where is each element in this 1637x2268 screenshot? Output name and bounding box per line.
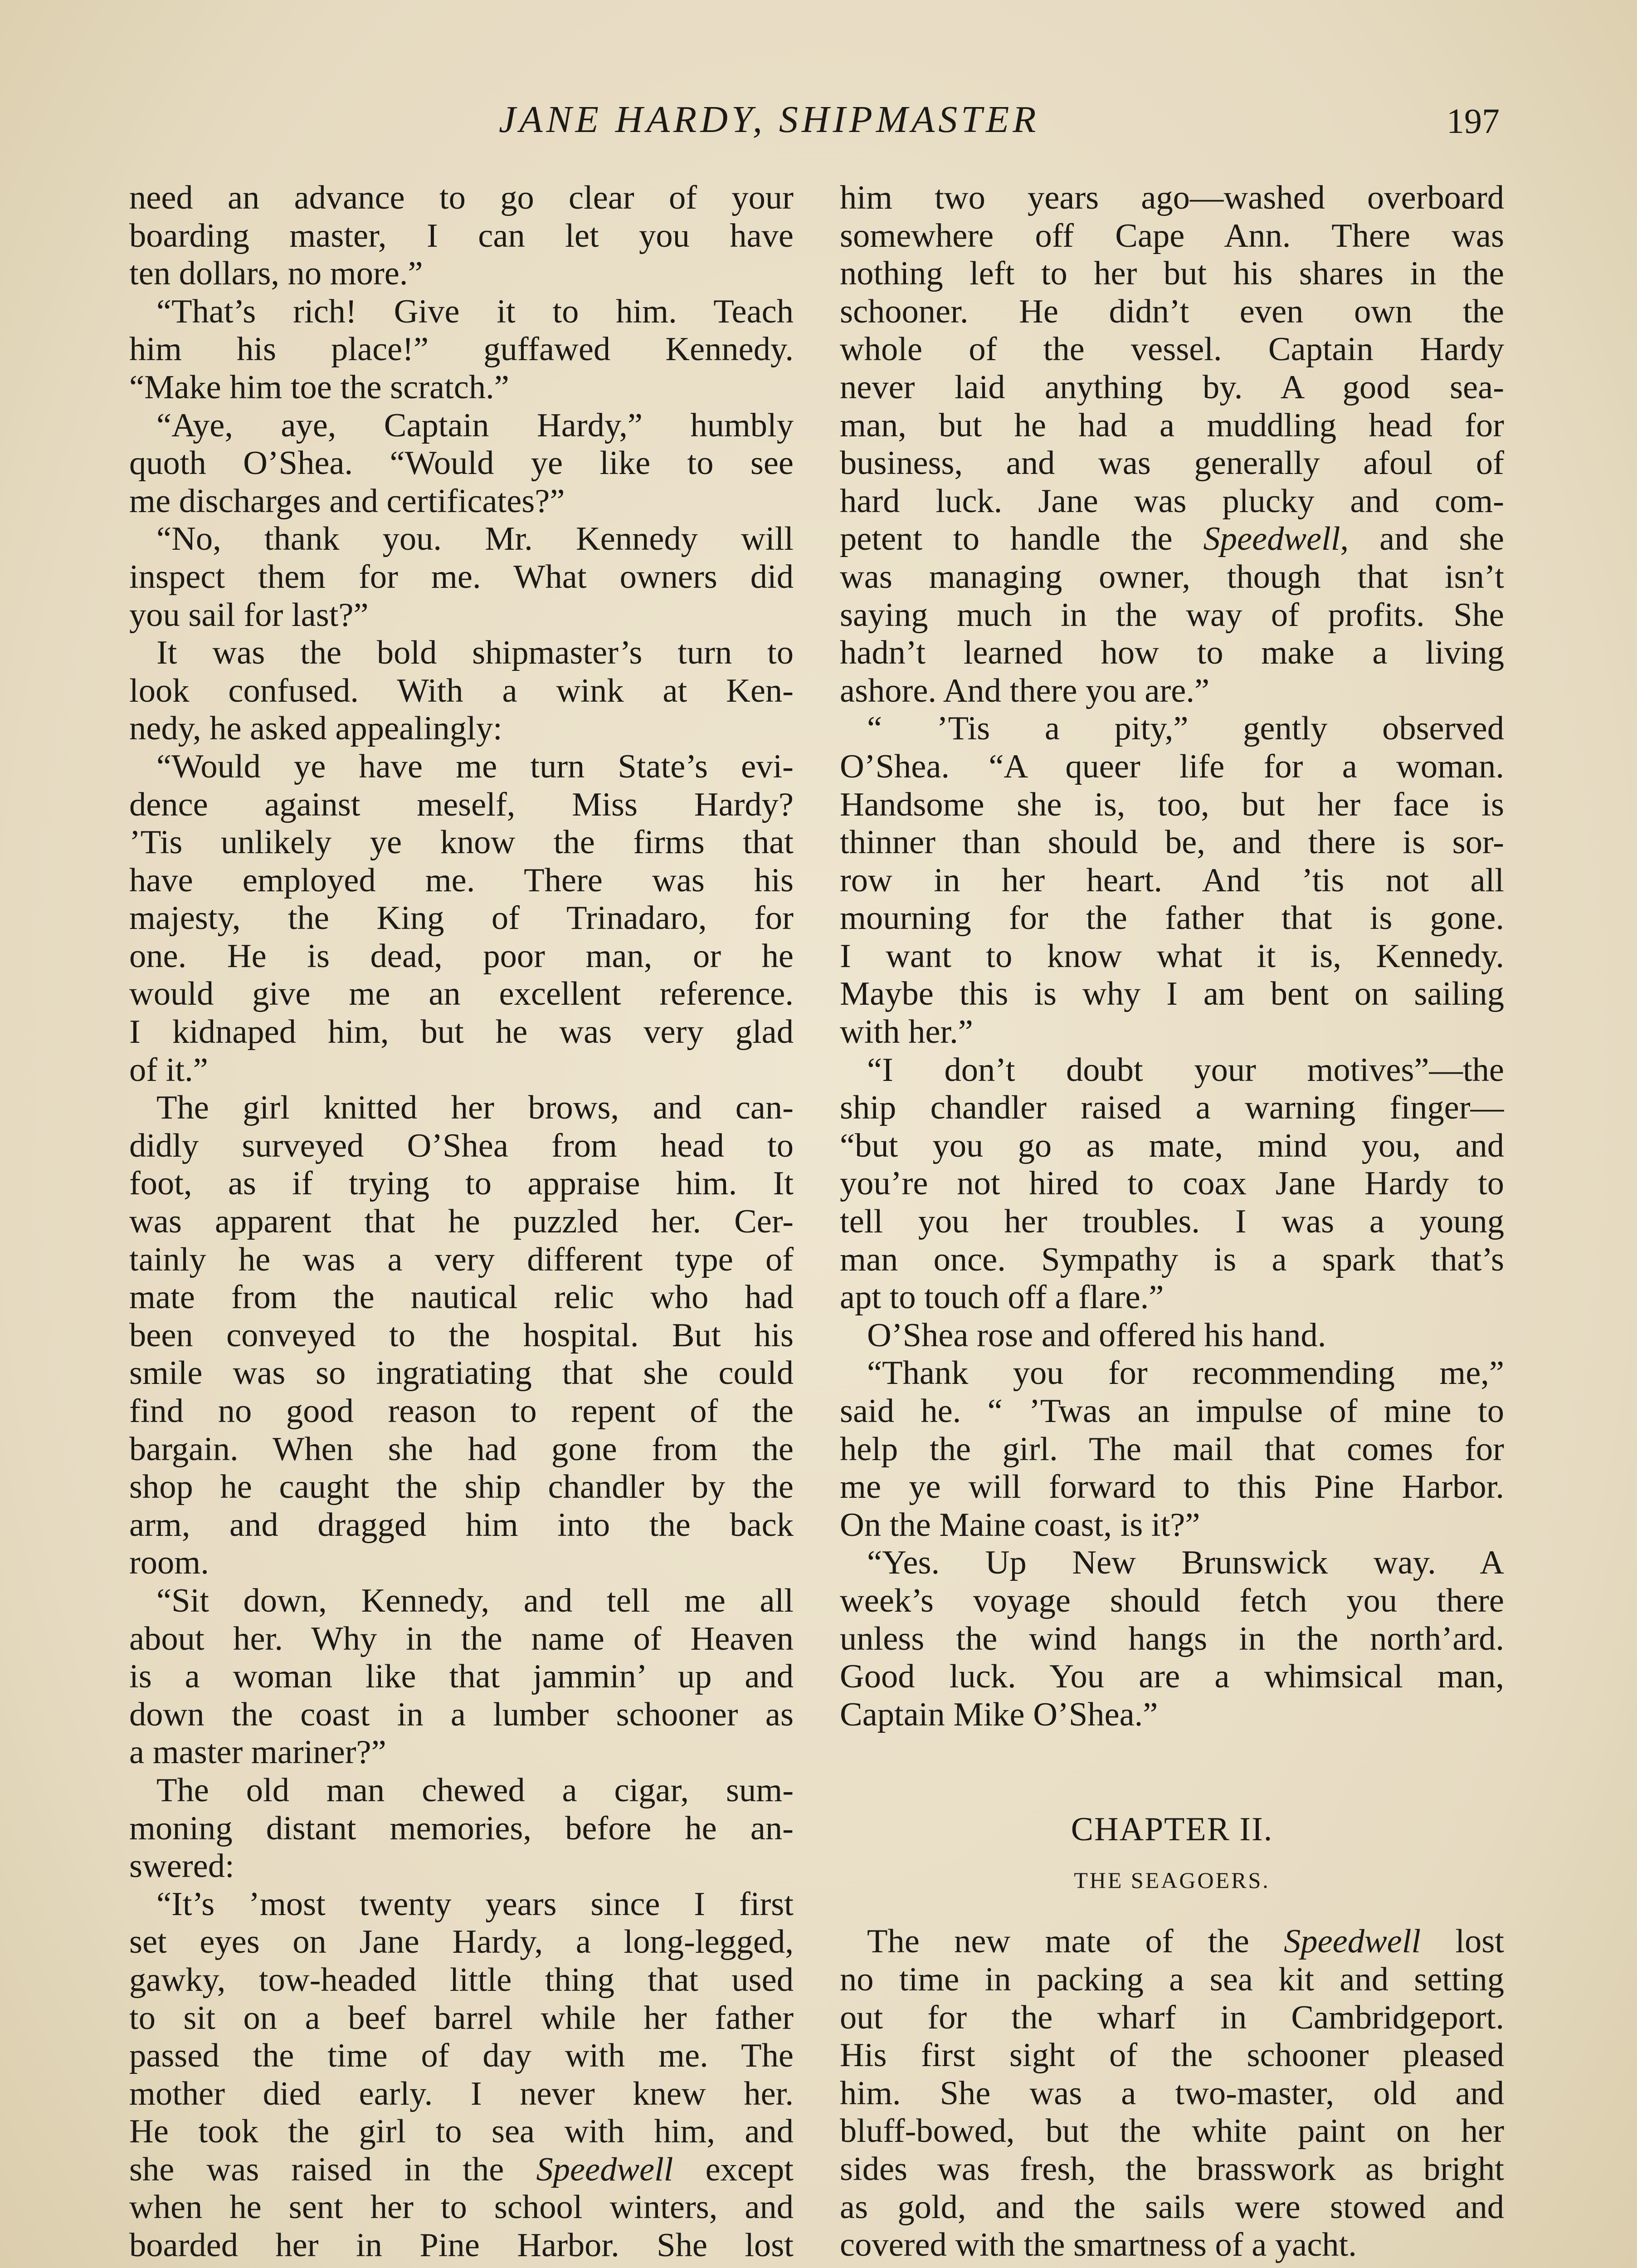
text-line: covered with the smartness of a yacht.: [840, 2226, 1357, 2264]
text-line: ship chandler raised a warning finger—: [840, 1089, 1504, 1127]
right-column-text-top: [840, 179, 1504, 1734]
text-line: “Sit down, Kennedy, and tell me all: [156, 1582, 794, 1619]
text-line: business, and was generally afoul of: [840, 445, 1504, 482]
text-line: petent to handle the Speedwell, and she: [840, 520, 1504, 558]
text-line: him. She was a two-master, old and: [840, 2074, 1504, 2112]
text-line: foot, as if trying to appraise him. It: [129, 1165, 794, 1202]
text-line: somewhere off Cape Ann. There was: [840, 217, 1504, 254]
text-line: him his place!” guffawed Kennedy.: [129, 331, 794, 368]
text-line: row in her heart. And ’tis not all: [840, 861, 1504, 899]
text-line: him two years ago—washed overboard: [840, 179, 1504, 216]
chapter-title: CHAPTER II.: [1071, 1811, 1273, 1848]
text-line: was apparent that he puzzled her. Cer-: [129, 1203, 794, 1241]
text-line: as gold, and the sails were stowed and: [840, 2188, 1504, 2226]
text-line: shop he caught the ship chandler by the: [129, 1468, 794, 1506]
text-line: mate from the nautical relic who had: [129, 1279, 794, 1316]
text-line: a master mariner?”: [129, 1734, 386, 1771]
text-line: He took the girl to sea with him, and: [129, 2113, 794, 2151]
text-line: “Make him toe the scratch.”: [129, 368, 509, 406]
text-line: “I don’t doubt your motives”—the: [867, 1051, 1504, 1089]
text-line: saying much in the way of profits. She: [840, 596, 1504, 634]
text-line: swered:: [129, 1848, 234, 1885]
right-column-text-bottom: [840, 1923, 1504, 2264]
text-line: “but you go as mate, mind you, and: [840, 1127, 1504, 1164]
text-line: find no good reason to repent of the: [129, 1393, 794, 1430]
text-line: whole of the vessel. Captain Hardy: [840, 331, 1504, 368]
text-line: passed the time of day with me. The: [129, 2037, 794, 2075]
text-line: she was raised in the Speedwell except: [129, 2151, 794, 2188]
text-line: It was the bold shipmaster’s turn to: [156, 634, 794, 672]
text-line: bluff-bowed, but the white paint on her: [840, 2112, 1504, 2150]
left-text-column: [129, 179, 794, 2265]
text-line: with her.”: [840, 1013, 973, 1051]
text-line: moning distant memories, before he an-: [129, 1809, 794, 1847]
text-line: is a woman like that jammin’ up and: [129, 1658, 794, 1696]
text-line: thinner than should be, and there is sor-: [840, 824, 1504, 861]
text-line: you sail for last?”: [129, 596, 369, 634]
text-line: boarded her in Pine Harbor. She lost: [129, 2227, 794, 2264]
text-line: out for the wharf in Cambridgeport.: [840, 1999, 1504, 2036]
text-line: unless the wind hangs in the north’ard.: [840, 1620, 1504, 1657]
text-line: The girl knitted her brows, and can-: [156, 1089, 794, 1127]
text-line: down the coast in a lumber schooner as: [129, 1696, 794, 1733]
text-line: “Yes. Up New Brunswick way. A: [867, 1544, 1504, 1582]
text-line: about her. Why in the name of Heaven: [129, 1620, 794, 1657]
text-line: gawky, tow-headed little thing that used: [129, 1961, 794, 1999]
text-line: ’Tis unlikely ye know the firms that: [129, 824, 794, 861]
text-line: me discharges and certificates?”: [129, 482, 565, 520]
text-line: set eyes on Jane Hardy, a long-legged,: [129, 1923, 794, 1961]
right-text-column: [840, 179, 1504, 2264]
text-line: sides was fresh, the brasswork as bright: [840, 2150, 1504, 2188]
text-line: mother died early. I never knew her.: [129, 2075, 794, 2112]
chapter-subtitle: THE SEAGOERS.: [1074, 1867, 1270, 1893]
text-line: “It’s ’most twenty years since I first: [156, 1885, 794, 1923]
text-line: week’s voyage should fetch you there: [840, 1582, 1504, 1619]
text-line: would give me an excellent reference.: [129, 975, 794, 1013]
text-line: Maybe this is why I am bent on sailing: [840, 975, 1504, 1013]
text-line: bargain. When she had gone from the: [129, 1430, 794, 1468]
text-line: said he. “ ’Twas an impulse of mine to: [840, 1393, 1504, 1430]
text-line: help the girl. The mail that comes for: [840, 1430, 1504, 1468]
text-line: apt to touch off a flare.”: [840, 1279, 1164, 1316]
text-line: was managing owner, though that isn’t: [840, 558, 1504, 596]
text-line: ten dollars, no more.”: [129, 255, 423, 293]
text-line: tainly he was a very different type of: [129, 1241, 794, 1278]
text-line: On the Maine coast, is it?”: [840, 1506, 1200, 1544]
text-line: O’Shea rose and offered his hand.: [867, 1316, 1326, 1354]
text-line: when he sent her to school winters, and: [129, 2189, 794, 2226]
text-line: me ye will forward to this Pine Harbor.: [840, 1468, 1504, 1506]
text-line: O’Shea. “A queer life for a woman.: [840, 748, 1504, 785]
text-line: never laid anything by. A good sea-: [840, 368, 1504, 406]
page-number: 197: [1447, 101, 1500, 141]
text-line: “No, thank you. Mr. Kennedy will: [156, 520, 794, 558]
text-line: “ ’Tis a pity,” gently observed: [867, 710, 1504, 748]
text-line: nothing left to her but his shares in the: [840, 255, 1504, 293]
text-line: The old man chewed a cigar, sum-: [156, 1771, 794, 1809]
text-line: His first sight of the schooner pleased: [840, 2037, 1504, 2074]
text-line: schooner. He didn’t even own the: [840, 293, 1504, 330]
text-line: room.: [129, 1544, 209, 1582]
text-line: “Thank you for recommending me,”: [867, 1354, 1504, 1392]
text-line: “Would ye have me turn State’s evi-: [156, 748, 794, 785]
text-line: Handsome she is, too, but her face is: [840, 786, 1504, 823]
text-line: ashore. And there you are.”: [840, 672, 1210, 709]
text-line: need an advance to go clear of your: [129, 179, 794, 216]
text-line: smile was so ingratiating that she could: [129, 1354, 794, 1392]
text-line: inspect them for me. What owners did: [129, 558, 794, 596]
text-line: The new mate of the Speedwell lost: [867, 1923, 1504, 1960]
text-line: look confused. With a wink at Ken-: [129, 672, 794, 709]
text-line: man, but he had a muddling head for: [840, 406, 1504, 444]
text-line: nedy, he asked appealingly:: [129, 710, 502, 748]
text-line: didly surveyed O’Shea from head to: [129, 1127, 794, 1164]
text-line: no time in packing a sea kit and setting: [840, 1960, 1504, 1998]
text-line: hadn’t learned how to make a living: [840, 634, 1504, 672]
text-line: man once. Sympathy is a spark that’s: [840, 1241, 1504, 1278]
text-line: of it.”: [129, 1051, 208, 1089]
text-line: you’re not hired to coax Jane Hardy to: [840, 1165, 1504, 1202]
text-line: Good luck. You are a whimsical man,: [840, 1658, 1504, 1696]
text-line: boarding master, I can let you have: [129, 217, 794, 254]
text-line: dence against meself, Miss Hardy?: [129, 786, 794, 823]
text-line: been conveyed to the hospital. But his: [129, 1316, 794, 1354]
text-line: I want to know what it is, Kennedy.: [840, 937, 1504, 975]
text-line: “Aye, aye, Captain Hardy,” humbly: [156, 406, 794, 444]
text-line: have employed me. There was his: [129, 861, 794, 899]
text-line: one. He is dead, poor man, or he: [129, 937, 794, 975]
running-title: JANE HARDY, SHIPMASTER: [499, 98, 1040, 141]
text-line: “That’s rich! Give it to him. Teach: [156, 293, 794, 330]
text-line: quoth O’Shea. “Would ye like to see: [129, 445, 794, 482]
text-line: majesty, the King of Trinadaro, for: [129, 899, 794, 937]
text-line: to sit on a beef barrel while her father: [129, 1999, 794, 2037]
text-line: mourning for the father that is gone.: [840, 899, 1504, 937]
text-line: tell you her troubles. I was a young: [840, 1203, 1504, 1241]
text-line: I kidnaped him, but he was very glad: [129, 1013, 794, 1051]
text-line: Captain Mike O’Shea.”: [840, 1696, 1158, 1733]
text-line: hard luck. Jane was plucky and com-: [840, 482, 1504, 520]
text-line: arm, and dragged him into the back: [129, 1506, 794, 1544]
